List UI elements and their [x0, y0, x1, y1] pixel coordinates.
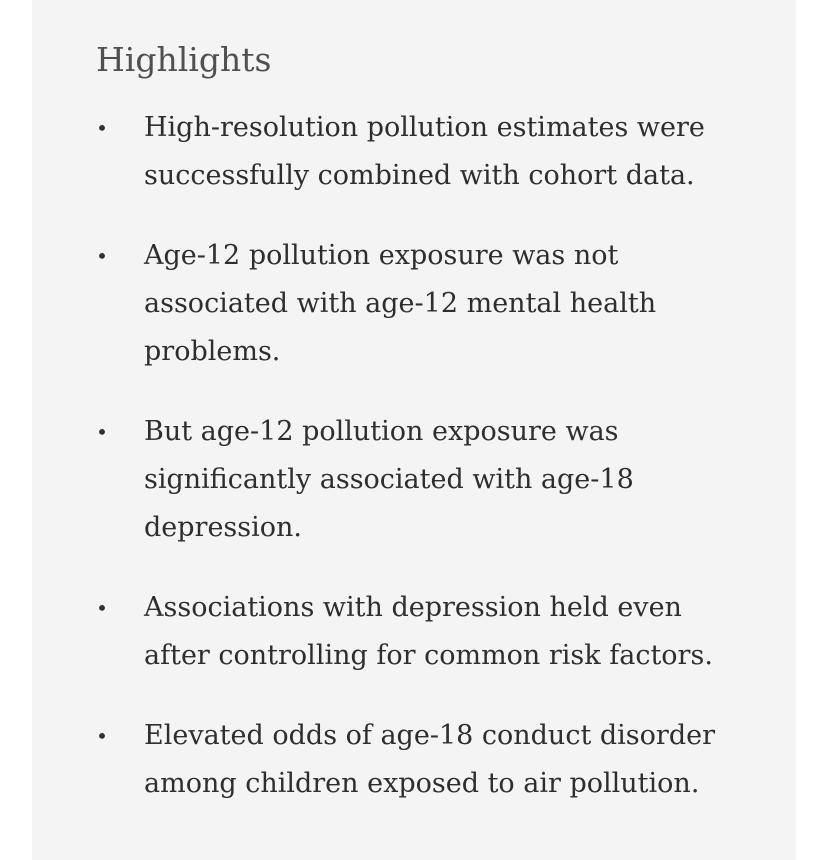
bullet-icon: • [96, 724, 108, 748]
highlight-item [96, 232, 736, 376]
bullet-icon: • [96, 596, 108, 620]
highlight-text: Age-12 pollution exposure was not associated with age-12 mental health problems. [144, 240, 657, 367]
highlight-item [96, 712, 736, 808]
highlight-text: Associations with depression held even after controlling for common risk factors. [144, 592, 713, 671]
highlight-text: Elevated odds of age-18 conduct disorder among children exposed to air pollution. [144, 720, 715, 799]
bullet-icon: • [96, 244, 108, 268]
bullet-icon: • [96, 420, 108, 444]
bullet-icon: • [96, 116, 108, 140]
highlight-item [96, 584, 736, 680]
highlights-list [96, 104, 736, 840]
highlight-item [96, 408, 736, 552]
highlights-panel [32, 0, 796, 860]
highlights-heading: Highlights [96, 40, 272, 79]
highlight-text: High-resolution pollution estimates were successfully combined with cohort data. [144, 112, 705, 191]
highlight-text: But age-12 pollution exposure was significantly associated with age-18 depression. [144, 416, 634, 543]
highlight-item [96, 104, 736, 200]
